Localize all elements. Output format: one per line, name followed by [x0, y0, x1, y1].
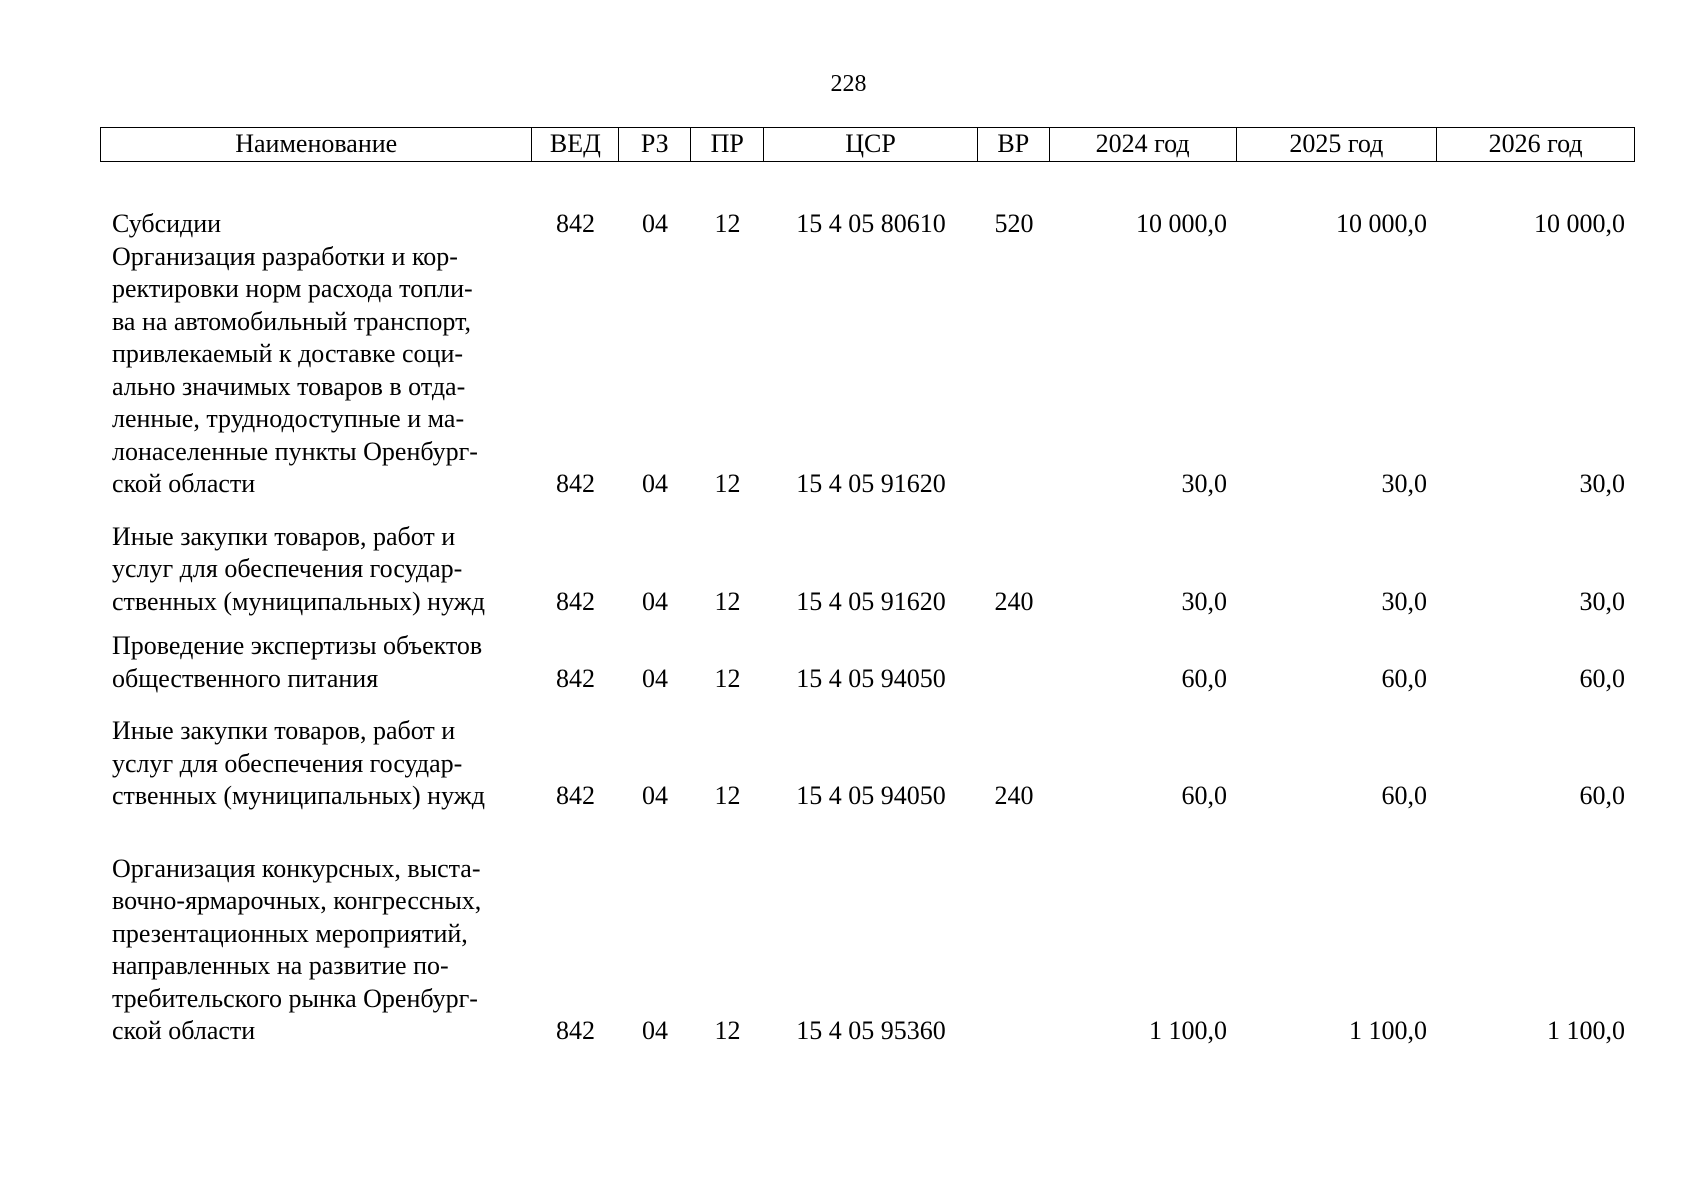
row-name: Организация конкурсных, выста- вочно-ярмарочных, конгрессных, презентационных мероприятий, направленных на развитие по- требительского рынка Оренбург- ской области [112, 853, 482, 1045]
header-ved: ВЕД [532, 128, 619, 161]
row-2025: 30,0 [1381, 469, 1427, 498]
row-csr: 15 4 05 91620 [796, 586, 946, 616]
row-name: Проведение экспертизы объектов общественного питания [112, 631, 483, 693]
row-csr: 15 4 05 94050 [796, 663, 946, 693]
table-row [100, 630, 1635, 695]
row-vr: 240 [994, 586, 1034, 616]
row-2024: 30,0 [1181, 469, 1227, 498]
header-2026: 2026 год [1488, 129, 1583, 158]
row-ved: 842 [556, 781, 595, 810]
row-pr: 12 [714, 781, 741, 810]
row-2026: 60,0 [1579, 781, 1625, 810]
row-2025: 10 000,0 [1336, 209, 1427, 238]
row-vr: 520 [994, 209, 1034, 238]
row-2024: 60,0 [1181, 781, 1227, 810]
row-2026: 60,0 [1579, 663, 1625, 693]
row-pr: 12 [714, 209, 741, 238]
page-number: 228 [830, 71, 867, 97]
header-2025: 2025 год [1237, 128, 1438, 161]
row-ved: 842 [556, 586, 595, 616]
row-name: Иные закупки товаров, работ и услуг для обеспечения государ- ственных (муниципальных) нужд [112, 716, 485, 810]
table-body [100, 208, 1635, 1048]
header-csr: ЦСР [764, 128, 978, 161]
table-row [100, 853, 1635, 1048]
row-csr: 15 4 05 91620 [796, 469, 946, 498]
header-name: Наименование [101, 128, 532, 161]
row-ved: 842 [556, 469, 595, 498]
row-name: Иные закупки товаров, работ и услуг для обеспечения государ- ственных (муниципальных) нужд [112, 521, 485, 616]
header-vr: ВР [978, 128, 1050, 161]
header-2024: 2024 год [1050, 128, 1237, 161]
row-2024: 1 100,0 [1149, 1016, 1227, 1045]
row-csr: 15 4 05 80610 [796, 209, 946, 238]
row-2026: 30,0 [1579, 586, 1625, 616]
row-pr: 12 [714, 586, 741, 616]
row-2025: 1 100,0 [1349, 1016, 1427, 1045]
row-ved: 842 [556, 209, 595, 238]
row-ved: 842 [556, 1016, 595, 1045]
row-name: Организация разработки и кор- ректировки норм расхода топли- ва на автомобильный транспорт, привлекаемый к доставке соци- ально значимых товаров в отда- ленные, труднодоступные и ма- лонаселенные пункты Оренбург- ской области [112, 241, 478, 498]
table-header [100, 127, 1635, 162]
row-rz: 04 [642, 1016, 668, 1045]
row-rz: 04 [642, 781, 668, 810]
row-2024: 30,0 [1181, 586, 1227, 616]
header-rz: РЗ [619, 128, 691, 161]
row-2026: 30,0 [1579, 469, 1625, 498]
row-rz: 04 [642, 209, 668, 238]
row-csr: 15 4 05 94050 [796, 781, 946, 810]
row-ved: 842 [556, 663, 595, 693]
row-2024: 10 000,0 [1136, 209, 1227, 238]
row-pr: 12 [714, 1016, 741, 1045]
row-2026: 10 000,0 [1534, 209, 1625, 238]
row-pr: 12 [714, 663, 741, 693]
table-row [100, 241, 1635, 501]
row-vr: 240 [994, 781, 1034, 810]
row-pr: 12 [714, 469, 741, 498]
row-2025: 60,0 [1381, 781, 1427, 810]
row-2025: 30,0 [1381, 586, 1427, 616]
row-csr: 15 4 05 95360 [796, 1016, 946, 1045]
table-row [100, 208, 1635, 241]
table-row [100, 521, 1635, 619]
row-name: Субсидии [112, 209, 222, 238]
table-row [100, 715, 1635, 813]
row-rz: 04 [642, 663, 668, 693]
header-pr: ПР [691, 128, 764, 161]
row-2026: 1 100,0 [1547, 1016, 1625, 1045]
row-rz: 04 [642, 469, 668, 498]
row-rz: 04 [642, 586, 668, 616]
row-2024: 60,0 [1181, 663, 1227, 693]
row-2025: 60,0 [1381, 663, 1427, 693]
